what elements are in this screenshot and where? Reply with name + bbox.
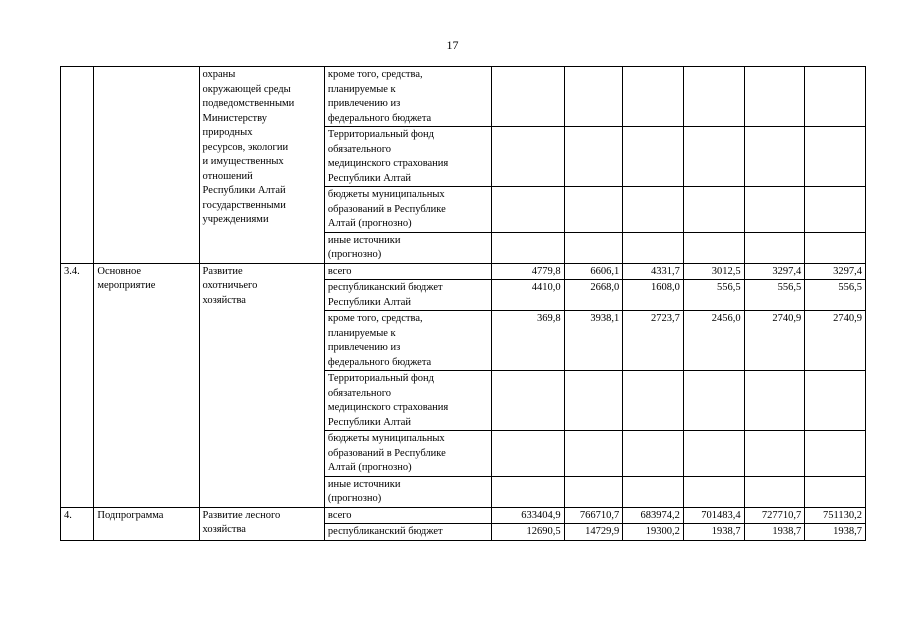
funding-source-line: иные источники bbox=[327, 478, 401, 490]
item-name-line: охотничьего bbox=[202, 280, 258, 291]
amount-cell: 369,8 bbox=[491, 311, 564, 371]
item-type: Основное мероприятие bbox=[94, 263, 199, 507]
item-name-line: учреждениями bbox=[202, 214, 269, 225]
item-name-line: Республики Алтай bbox=[202, 185, 286, 196]
amount-cell bbox=[744, 67, 805, 127]
amount-cell bbox=[491, 431, 564, 477]
page-number: 17 bbox=[446, 38, 459, 52]
funding-source bbox=[324, 524, 491, 541]
amount-cell bbox=[564, 371, 623, 431]
item-name-line: государственными bbox=[202, 199, 286, 211]
funding-source-line: бюджеты муниципальных bbox=[327, 433, 445, 444]
funding-source-line: бюджеты муниципальных bbox=[327, 189, 445, 200]
funding-source bbox=[324, 232, 491, 263]
amount-cell bbox=[564, 232, 623, 263]
amount-cell bbox=[491, 187, 564, 233]
funding-source-line: республиканский бюджет bbox=[327, 526, 443, 537]
item-name-line: отношений bbox=[202, 170, 253, 182]
amount-cell: 2740,9 bbox=[805, 311, 866, 371]
funding-source bbox=[324, 67, 491, 127]
amount-cell: 14729,9 bbox=[564, 524, 623, 541]
amount-cell: 766710,7 bbox=[564, 507, 623, 524]
amount-cell: 701483,4 bbox=[683, 507, 744, 524]
funding-source-line: привлечению из bbox=[327, 98, 401, 109]
amount-cell bbox=[623, 431, 684, 477]
funding-source-line: (прогнозно) bbox=[327, 249, 382, 260]
funding-source bbox=[324, 263, 491, 280]
amount-cell bbox=[564, 187, 623, 233]
amount-cell bbox=[744, 232, 805, 263]
amount-cell bbox=[623, 67, 684, 127]
funding-source-line: (прогнозно) bbox=[327, 493, 382, 504]
item-number: 3.4. bbox=[61, 263, 94, 507]
funding-source bbox=[324, 280, 491, 311]
amount-cell bbox=[805, 476, 866, 507]
funding-source-line: медицинского страхования bbox=[327, 158, 449, 169]
amount-cell bbox=[805, 187, 866, 233]
amount-cell bbox=[683, 232, 744, 263]
amount-cell: 2456,0 bbox=[683, 311, 744, 371]
amount-cell: 1938,7 bbox=[805, 524, 866, 541]
item-name-line: ресурсов, экологии bbox=[202, 141, 289, 153]
amount-cell: 4779,8 bbox=[491, 263, 564, 280]
funding-source-line: кроме того, средства, bbox=[327, 313, 423, 324]
item-name-line: и имущественных bbox=[202, 156, 284, 167]
amount-cell bbox=[744, 187, 805, 233]
item-name-line: природных bbox=[202, 127, 253, 138]
funding-source-line: республиканский бюджет bbox=[327, 282, 443, 293]
amount-cell bbox=[491, 232, 564, 263]
amount-cell: 751130,2 bbox=[805, 507, 866, 524]
amount-cell bbox=[491, 67, 564, 127]
funding-source-line: кроме того, средства, bbox=[327, 69, 423, 80]
amount-cell: 633404,9 bbox=[491, 507, 564, 524]
amount-cell: 2668,0 bbox=[564, 280, 623, 311]
amount-cell bbox=[623, 371, 684, 431]
amount-cell bbox=[564, 127, 623, 187]
amount-cell: 556,5 bbox=[805, 280, 866, 311]
item-type: Подпрограмма bbox=[94, 507, 199, 540]
amount-cell bbox=[744, 476, 805, 507]
amount-cell: 2723,7 bbox=[623, 311, 684, 371]
item-name bbox=[199, 263, 324, 507]
item-number: 4. bbox=[61, 507, 94, 540]
funding-source-line: Территориальный фонд bbox=[327, 129, 434, 140]
amount-cell: 3297,4 bbox=[805, 263, 866, 280]
funding-source bbox=[324, 371, 491, 431]
item-name-line: хозяйства bbox=[202, 524, 246, 535]
item-name-line: Министерству bbox=[202, 112, 267, 124]
funding-source bbox=[324, 431, 491, 477]
item-name-line: Развитие bbox=[202, 265, 243, 277]
item-name-line: Развитие лесного bbox=[202, 509, 281, 521]
amount-cell: 3938,1 bbox=[564, 311, 623, 371]
funding-source bbox=[324, 187, 491, 233]
amount-cell: 727710,7 bbox=[744, 507, 805, 524]
funding-source-line: Республики Алтай bbox=[327, 416, 412, 428]
amount-cell bbox=[683, 127, 744, 187]
funding-source-line: медицинского страхования bbox=[327, 402, 449, 413]
amount-cell: 1608,0 bbox=[623, 280, 684, 311]
amount-cell bbox=[564, 67, 623, 127]
amount-cell: 6606,1 bbox=[564, 263, 623, 280]
item-name-line: подведомственными bbox=[202, 98, 295, 109]
budget-table bbox=[60, 66, 866, 541]
amount-cell bbox=[683, 431, 744, 477]
funding-source-line: планируемые к bbox=[327, 327, 396, 339]
amount-cell: 4410,0 bbox=[491, 280, 564, 311]
funding-source bbox=[324, 476, 491, 507]
amount-cell bbox=[683, 187, 744, 233]
amount-cell: 683974,2 bbox=[623, 507, 684, 524]
item-name bbox=[199, 507, 324, 540]
amount-cell bbox=[683, 67, 744, 127]
amount-cell bbox=[805, 67, 866, 127]
amount-cell bbox=[623, 187, 684, 233]
funding-source-line: Территориальный фонд bbox=[327, 373, 434, 384]
funding-source-line: всего bbox=[327, 265, 352, 277]
amount-cell bbox=[564, 431, 623, 477]
amount-cell bbox=[683, 371, 744, 431]
amount-cell bbox=[805, 371, 866, 431]
funding-source-line: образований в Республике bbox=[327, 203, 446, 215]
amount-cell bbox=[744, 371, 805, 431]
item-name bbox=[199, 67, 324, 264]
table-row bbox=[61, 263, 866, 280]
amount-cell bbox=[805, 232, 866, 263]
funding-source-line: обязательного bbox=[327, 143, 392, 155]
amount-cell: 3012,5 bbox=[683, 263, 744, 280]
item-type bbox=[94, 67, 199, 264]
funding-source-line: иные источники bbox=[327, 234, 401, 246]
amount-cell: 12690,5 bbox=[491, 524, 564, 541]
amount-cell bbox=[491, 476, 564, 507]
funding-source bbox=[324, 507, 491, 524]
amount-cell bbox=[744, 127, 805, 187]
amount-cell: 1938,7 bbox=[744, 524, 805, 541]
amount-cell: 556,5 bbox=[744, 280, 805, 311]
amount-cell bbox=[564, 476, 623, 507]
amount-cell bbox=[623, 127, 684, 187]
amount-cell bbox=[623, 476, 684, 507]
amount-cell bbox=[744, 431, 805, 477]
item-name-line: окружающей среды bbox=[202, 83, 291, 95]
table-body bbox=[61, 67, 866, 541]
amount-cell: 1938,7 bbox=[683, 524, 744, 541]
amount-cell: 3297,4 bbox=[744, 263, 805, 280]
funding-source-line: обязательного bbox=[327, 387, 392, 399]
funding-source-line: привлечению из bbox=[327, 342, 401, 353]
funding-source-line: Республики Алтай bbox=[327, 172, 412, 184]
funding-source bbox=[324, 127, 491, 187]
funding-source-line: федерального бюджета bbox=[327, 356, 432, 368]
amount-cell: 19300,2 bbox=[623, 524, 684, 541]
amount-cell bbox=[491, 371, 564, 431]
amount-cell: 2740,9 bbox=[744, 311, 805, 371]
amount-cell bbox=[491, 127, 564, 187]
table-row bbox=[61, 67, 866, 127]
funding-source bbox=[324, 311, 491, 371]
funding-source-line: планируемые к bbox=[327, 83, 396, 95]
funding-source-line: федерального бюджета bbox=[327, 112, 432, 124]
funding-source-line: образований в Республике bbox=[327, 447, 446, 459]
amount-cell bbox=[805, 431, 866, 477]
amount-cell bbox=[683, 476, 744, 507]
item-number bbox=[61, 67, 94, 264]
funding-source-line: Республики Алтай bbox=[327, 296, 412, 308]
item-name-line: хозяйства bbox=[202, 294, 246, 306]
amount-cell bbox=[623, 232, 684, 263]
funding-source-line: всего bbox=[327, 509, 352, 521]
amount-cell: 4331,7 bbox=[623, 263, 684, 280]
table-row bbox=[61, 507, 866, 524]
amount-cell bbox=[805, 127, 866, 187]
amount-cell: 556,5 bbox=[683, 280, 744, 311]
funding-source-line: Алтай (прогнозно) bbox=[327, 462, 412, 473]
item-name-line: охраны bbox=[202, 69, 236, 80]
funding-source-line: Алтай (прогнозно) bbox=[327, 218, 412, 229]
